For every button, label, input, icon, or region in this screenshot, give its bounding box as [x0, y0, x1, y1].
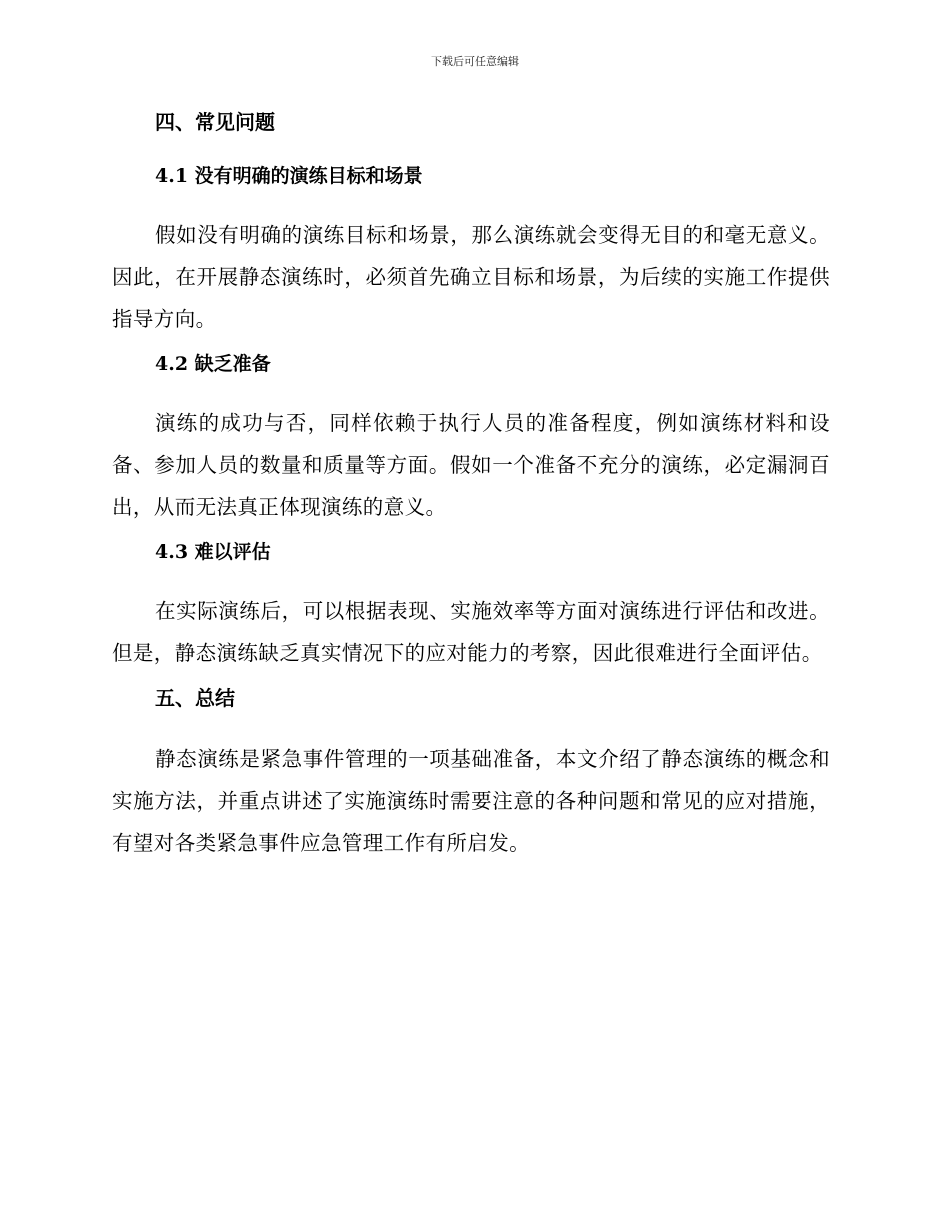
paragraph-4-1: 假如没有明确的演练目标和场景，那么演练就会变得无目的和毫无意义。因此，在开展静态演练时，必须首先确立目标和场景，为后续的实施工作提供指导方向。: [112, 223, 830, 331]
section-heading-summary: 五、总结: [155, 686, 235, 710]
paragraph-4-3: 在实际演练后，可以根据表现、实施效率等方面对演练进行评估和改进。但是，静态演练缺乏真实情况下的应对能力的考察，因此很难进行全面评估。: [112, 599, 830, 665]
section-heading-common-problems: 四、常见问题: [155, 110, 275, 134]
paragraph-4-2: 演练的成功与否，同样依赖于执行人员的准备程度，例如演练材料和设备、参加人员的数量和质量等方面。假如一个准备不充分的演练，必定漏洞百出，从而无法真正体现演练的意义。: [112, 411, 830, 519]
subheading-4-3: 4.3 难以评估: [155, 541, 271, 563]
document-body: [112, 108, 830, 874]
subheading-4-2: 4.2 缺乏准备: [155, 353, 271, 375]
subheading-4-1: 4.1 没有明确的演练目标和场景: [155, 165, 423, 187]
page-header: 下载后可任意编辑: [431, 55, 519, 68]
paragraph-summary: 静态演练是紧急事件管理的一项基础准备，本文介绍了静态演练的概念和实施方法，并重点讲述了实施演练时需要注意的各种问题和常见的应对措施，有望对各类紧急事件应急管理工作有所启发。: [112, 747, 830, 855]
